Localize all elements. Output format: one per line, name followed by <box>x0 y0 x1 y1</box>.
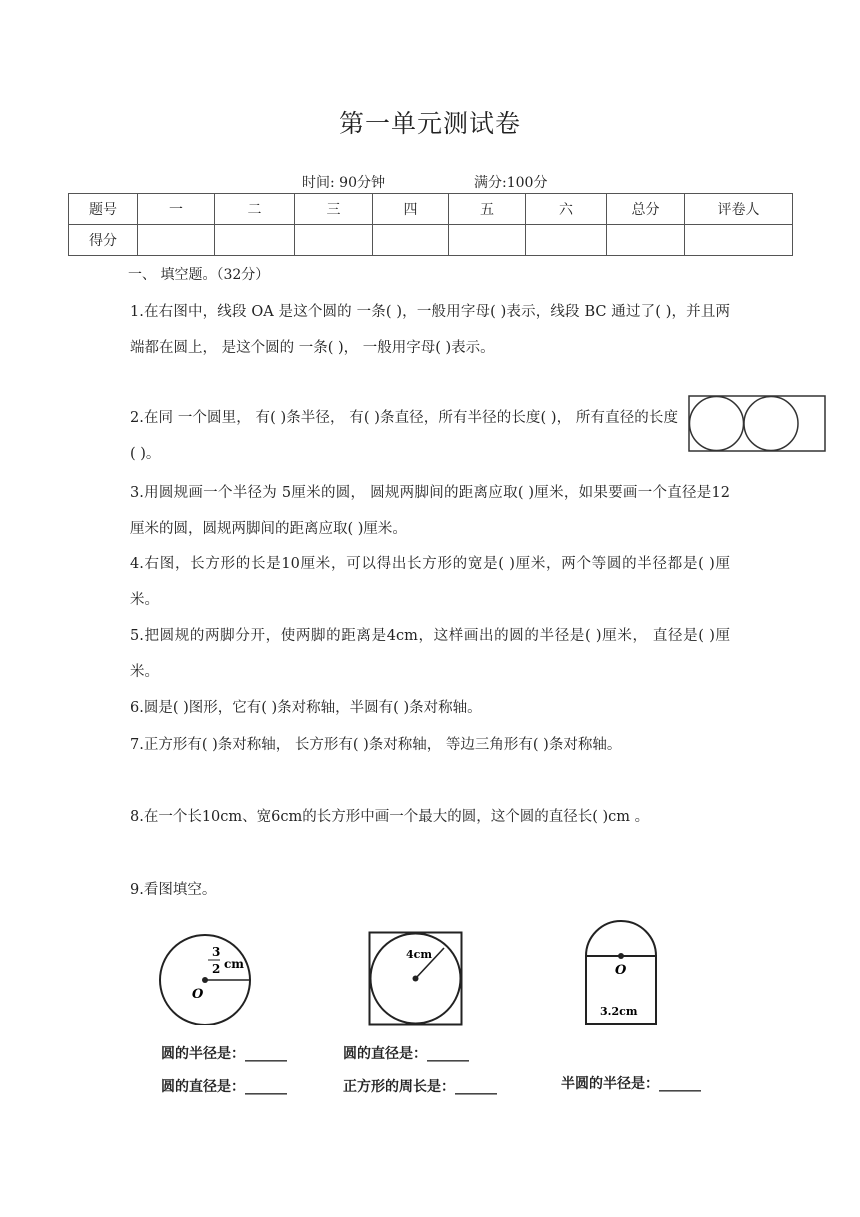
fig1-line2: 圆的直径是：______ <box>161 1079 287 1095</box>
fraction-denominator: 2 <box>212 962 221 976</box>
section-heading: 一、 填空题。（32分） <box>128 267 270 283</box>
full-score: 满分:100分 <box>474 175 548 191</box>
unit-label: cm <box>224 957 245 971</box>
header-cell-1: 一 <box>138 194 215 225</box>
score-cell[interactable] <box>449 225 526 256</box>
radius-label: 4cm <box>406 948 432 961</box>
question-3: 3.用圆规画一个半径为 5厘米的圆， 圆规两脚间的距离应取( )厘米，如果要画一个直径是12厘米的圆，圆规两脚间的距离应取( )厘米。 <box>130 485 730 537</box>
fraction-numerator: 3 <box>212 945 221 959</box>
question-2: 2.在同 一个圆里， 有( )条半径， 有( )条直径，所有半径的长度( )， 所有直径的长度( )。 <box>130 410 678 462</box>
question-8: 8.在一个长10cm、宽6cm的长方形中画一个最大的圆，这个圆的直径长( )cm 。 <box>130 809 650 825</box>
header-cell-total: 总分 <box>607 194 685 225</box>
two-circles-figure <box>688 395 828 453</box>
score-cell[interactable] <box>607 225 685 256</box>
score-row-label: 得分 <box>69 225 138 256</box>
score-cell[interactable] <box>138 225 215 256</box>
score-table-score-row <box>69 225 793 256</box>
circle-in-square-figure <box>368 931 464 1027</box>
header-cell-question-no: 题号 <box>69 194 138 225</box>
header-cell-5: 五 <box>449 194 526 225</box>
center-label: O <box>192 987 204 1002</box>
header-cell-6: 六 <box>526 194 607 225</box>
question-5: 5.把圆规的两脚分开，使两脚的距离是4cm，这样画出的圆的半径是( )厘米， 直径是( )厘米。 <box>130 628 730 680</box>
question-7: 7.正方形有( )条对称轴， 长方形有( )条对称轴， 等边三角形有( )条对称轴。 <box>130 737 622 753</box>
score-cell[interactable] <box>685 225 793 256</box>
header-cell-4: 四 <box>373 194 449 225</box>
score-cell[interactable] <box>215 225 295 256</box>
question-9: 9.看图填空。 <box>130 882 217 898</box>
width-label: 3.2cm <box>600 1005 638 1018</box>
fig3-line1: 半圆的半径是：______ <box>561 1076 701 1092</box>
score-cell[interactable] <box>295 225 373 256</box>
score-table-header-row <box>69 194 793 225</box>
fig1-line1: 圆的半径是：______ <box>161 1046 287 1062</box>
circle-radius-figure <box>150 925 260 1025</box>
fig2-line1: 圆的直径是：______ <box>343 1046 469 1062</box>
question-4: 4.右图，长方形的长是10厘米，可以得出长方形的宽是( )厘米，两个等圆的半径都是( )厘米。 <box>130 556 730 608</box>
fig2-line2: 正方形的周长是：______ <box>343 1079 497 1095</box>
question-6: 6.圆是( )图形，它有( )条对称轴，半圆有( )条对称轴。 <box>130 700 482 716</box>
score-table <box>68 193 793 256</box>
question-1: 1.在右图中，线段 OA 是这个圆的 一条( )，一般用字母( )表示，线段 BC 通过了( )，并且两端都在圆上， 是这个圆的 一条( )， 一般用字母( )表示。 <box>130 304 730 356</box>
page-title: 第一单元测试卷 <box>338 109 521 138</box>
score-cell[interactable] <box>373 225 449 256</box>
header-cell-grader: 评卷人 <box>685 194 793 225</box>
center-label: O <box>615 963 627 978</box>
exam-time: 时间: 90分钟 <box>302 175 385 191</box>
score-cell[interactable] <box>526 225 607 256</box>
header-cell-3: 三 <box>295 194 373 225</box>
header-cell-2: 二 <box>215 194 295 225</box>
semicircle-rectangle-figure <box>582 920 662 1030</box>
